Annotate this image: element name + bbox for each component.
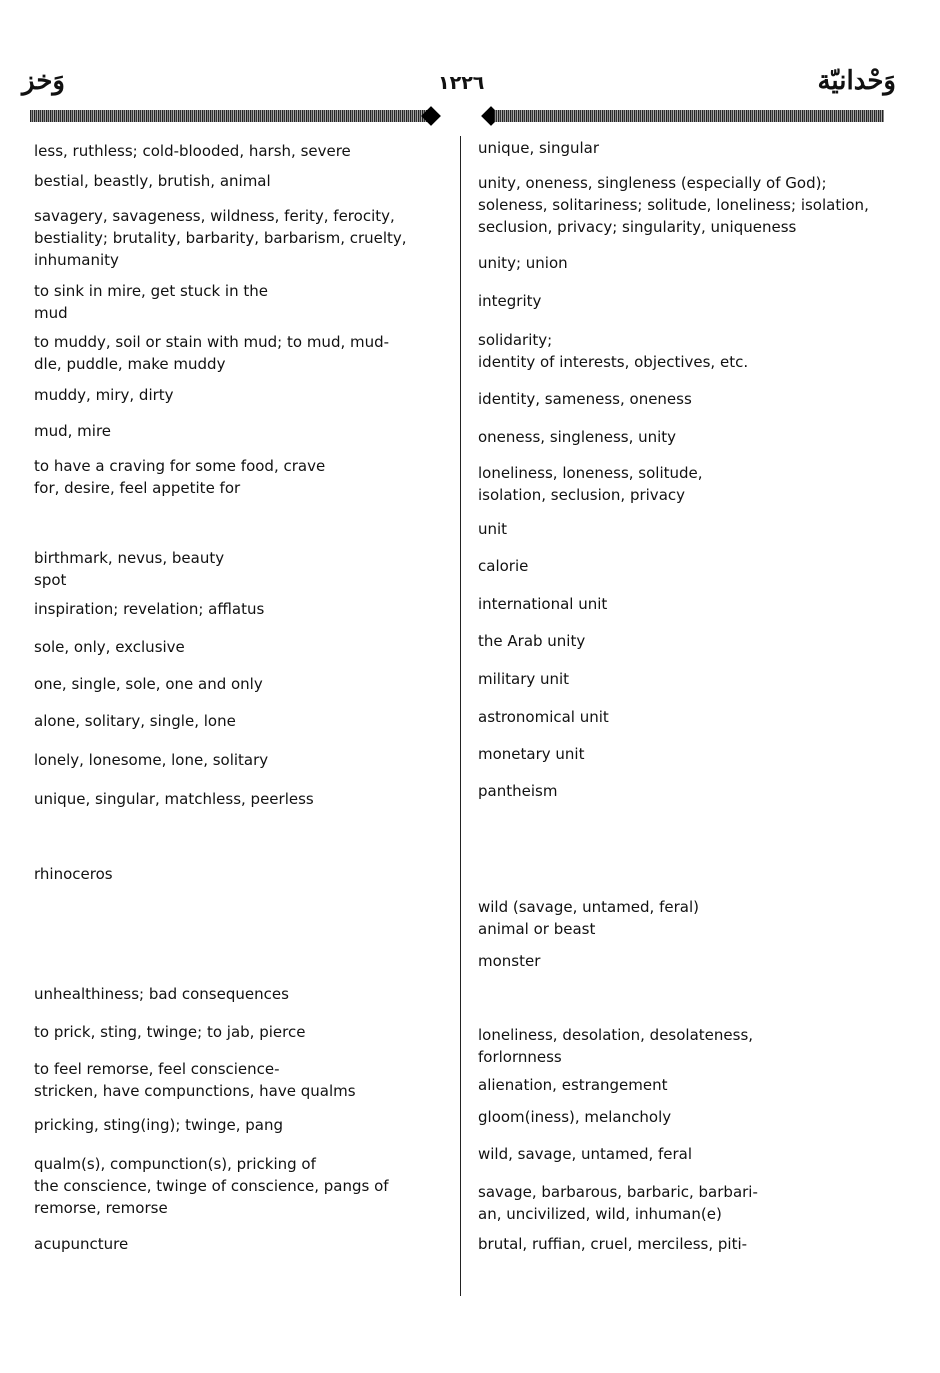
english-definition-line: seclusion, privacy; singularity, uniqueness: [478, 218, 797, 236]
english-definition-line: unity; union: [478, 254, 568, 272]
english-definition-line: the conscience, twinge of conscience, pangs of: [34, 1177, 389, 1195]
english-definition-line: monster: [478, 952, 541, 970]
header-left-guide-word: وَخز: [22, 66, 65, 96]
english-definition-line: calorie: [478, 557, 529, 575]
english-definition-line: stricken, have compunctions, have qualms: [34, 1082, 356, 1100]
english-definition-line: forlornness: [478, 1048, 562, 1066]
english-definition-line: solidarity;: [478, 331, 553, 349]
english-definition-line: unhealthiness; bad consequences: [34, 985, 289, 1003]
english-definition-line: pricking, sting(ing); twinge, pang: [34, 1116, 283, 1134]
english-definition-line: mud, mire: [34, 422, 112, 440]
english-definition-line: muddy, miry, dirty: [34, 386, 174, 404]
header-rule-right: [494, 110, 884, 122]
english-definition-line: integrity: [478, 292, 542, 310]
english-definition-line: international unit: [478, 595, 608, 613]
english-definition-line: wild, savage, untamed, feral: [478, 1145, 693, 1163]
english-definition-line: dle, puddle, make muddy: [34, 355, 226, 373]
english-definition-line: oneness, singleness, unity: [478, 428, 677, 446]
english-definition-line: to feel remorse, feel conscience-: [34, 1060, 280, 1078]
english-definition-line: loneliness, loneness, solitude,: [478, 464, 703, 482]
english-definition-line: mud: [34, 304, 68, 322]
english-definition-line: wild (savage, untamed, feral): [478, 898, 699, 916]
english-definition-line: identity of interests, objectives, etc.: [478, 353, 749, 371]
english-definition-line: inspiration; revelation; afflatus: [34, 600, 265, 618]
english-definition-line: to have a craving for some food, crave: [34, 457, 326, 475]
english-definition-line: the Arab unity: [478, 632, 586, 650]
header-rule-left: [30, 110, 430, 122]
english-definition-line: lonely, lonesome, lone, solitary: [34, 751, 269, 769]
english-definition-line: an, uncivilized, wild, inhuman(e): [478, 1205, 722, 1223]
english-definition-line: savagery, savageness, wildness, ferity, ferocity,: [34, 207, 395, 225]
english-definition-line: to prick, sting, twinge; to jab, pierce: [34, 1023, 306, 1041]
english-definition-line: to muddy, soil or stain with mud; to mud, mud-: [34, 333, 390, 351]
english-definition-line: animal or beast: [478, 920, 596, 938]
english-definition-line: military unit: [478, 670, 570, 688]
english-definition-line: pantheism: [478, 782, 558, 800]
english-definition-line: unique, singular: [478, 139, 600, 157]
english-definition-line: acupuncture: [34, 1235, 129, 1253]
english-definition-line: monetary unit: [478, 745, 585, 763]
english-definition-line: astronomical unit: [478, 708, 609, 726]
english-definition-line: identity, sameness, oneness: [478, 390, 692, 408]
english-definition-line: inhumanity: [34, 251, 119, 269]
english-definition-line: sole, only, exclusive: [34, 638, 185, 656]
english-definition-line: qualm(s), compunction(s), pricking of: [34, 1155, 316, 1173]
english-definition-line: soleness, solitariness; solitude, loneliness; isolation,: [478, 196, 869, 214]
english-definition-line: loneliness, desolation, desolateness,: [478, 1026, 754, 1044]
header-right-guide-word: وَحْدانيّة: [817, 66, 896, 96]
english-definition-line: to sink in mire, get stuck in the: [34, 282, 268, 300]
english-definition-line: unique, singular, matchless, peerless: [34, 790, 314, 808]
english-definition-line: rhinoceros: [34, 865, 113, 883]
english-definition-line: isolation, seclusion, privacy: [478, 486, 686, 504]
column-divider: [460, 136, 461, 1296]
page-number: ١٢٢٦: [438, 72, 485, 94]
english-definition-line: birthmark, nevus, beauty: [34, 549, 225, 567]
english-definition-line: gloom(iness), melancholy: [478, 1108, 672, 1126]
english-definition-line: alone, solitary, single, lone: [34, 712, 236, 730]
english-definition-line: alienation, estrangement: [478, 1076, 668, 1094]
english-definition-line: less, ruthless; cold-blooded, harsh, severe: [34, 142, 351, 160]
english-definition-line: savage, barbarous, barbaric, barbari-: [478, 1183, 758, 1201]
english-definition-line: bestiality; brutality, barbarity, barbarism, cruelty,: [34, 229, 407, 247]
english-definition-line: remorse, remorse: [34, 1199, 168, 1217]
english-definition-line: unity, oneness, singleness (especially of God);: [478, 174, 827, 192]
english-definition-line: unit: [478, 520, 508, 538]
english-definition-line: spot: [34, 571, 67, 589]
english-definition-line: for, desire, feel appetite for: [34, 479, 241, 497]
english-definition-line: brutal, ruffian, cruel, merciless, piti-: [478, 1235, 748, 1253]
english-definition-line: one, single, sole, one and only: [34, 675, 263, 693]
english-definition-line: bestial, beastly, brutish, animal: [34, 172, 271, 190]
